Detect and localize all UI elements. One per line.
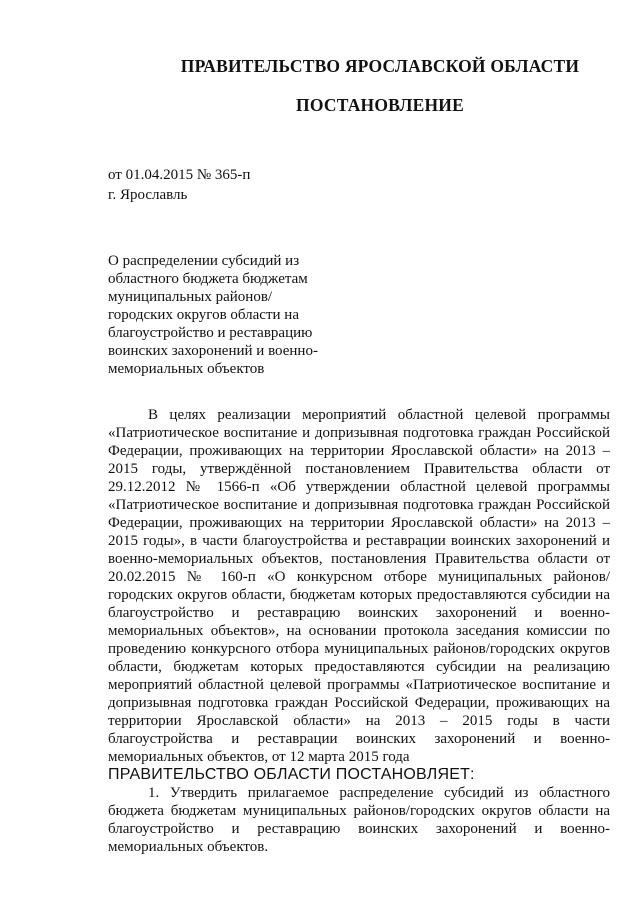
subject-line: благоустройство и реставрацию — [108, 325, 313, 341]
subject-line: областного бюджета бюджетам — [108, 271, 308, 287]
subject-line: О распределении субсидий из — [108, 253, 300, 269]
document-subject — [108, 252, 338, 378]
document-body — [108, 406, 610, 856]
document-meta — [108, 165, 250, 205]
subject-line: мемориальных объектов — [108, 361, 265, 377]
preamble-paragraph: В целях реализации мероприятий областной целевой программы «Патриотическое воспитание и допризывная подготовка граждан Российской Федерации, проживающих на территории Ярославской области» на 2013 – 2015 годы, утверждённой постановлением Правительства области от 29.12.2012 № 1566-п «Об утверждении областной целевой программы «Патриотическое воспитание и допризывная подготовка граждан Российской Федерации, проживающих на территории Ярославской области» на 2013 – 2015 годы», в части благоустройства и реставрации воинских захоронений и военно-мемориальных объектов, постановления Правительства области от 20.02.2015 № 160-п «О конкурсном отборе муниципальных районов/городских округов области, бюджетам которых предоставляются субсидии на благоустройство и реставрацию воинских захоронений и военно-мемориальных объектов», на основании протокола заседания комиссии по проведению конкурсного отбора муниципальных районов/городских округов области, бюджетам которых предоставляются субсидии на реализацию мероприятий областной целевой программы «Патриотическое воспитание и допризывная подготовка граждан Российской Федерации, проживающих на территории Ярославской области» на 2013 – 2015 годы в части благоустройства и реставрации воинских захоронений и военно-мемориальных объектов, от 12 марта 2015 года — [108, 407, 610, 765]
government-title: ПРАВИТЕЛЬСТВО ЯРОСЛАВСКОЙ ОБЛАСТИ — [180, 56, 580, 76]
item-1-paragraph: 1. Утвердить прилагаемое распределение субсидий из областного бюджета бюджетам муниципальных районов/городских округов области на благоустройство и реставрацию воинских захоронений и военно-мемориальных объектов. — [108, 785, 610, 855]
date-number: от 01.04.2015 № 365-п — [108, 167, 251, 183]
resolution-heading: ПРАВИТЕЛЬСТВО ОБЛАСТИ ПОСТАНОВЛЯЕТ: — [108, 766, 475, 783]
subject-line: муниципальных районов/ — [108, 289, 273, 305]
subject-line: воинских захоронений и военно- — [108, 343, 318, 359]
subject-line: городских округов области на — [108, 307, 299, 323]
document-type-title: ПОСТАНОВЛЕНИЕ — [296, 95, 464, 115]
city: г. Ярославль — [108, 187, 188, 203]
